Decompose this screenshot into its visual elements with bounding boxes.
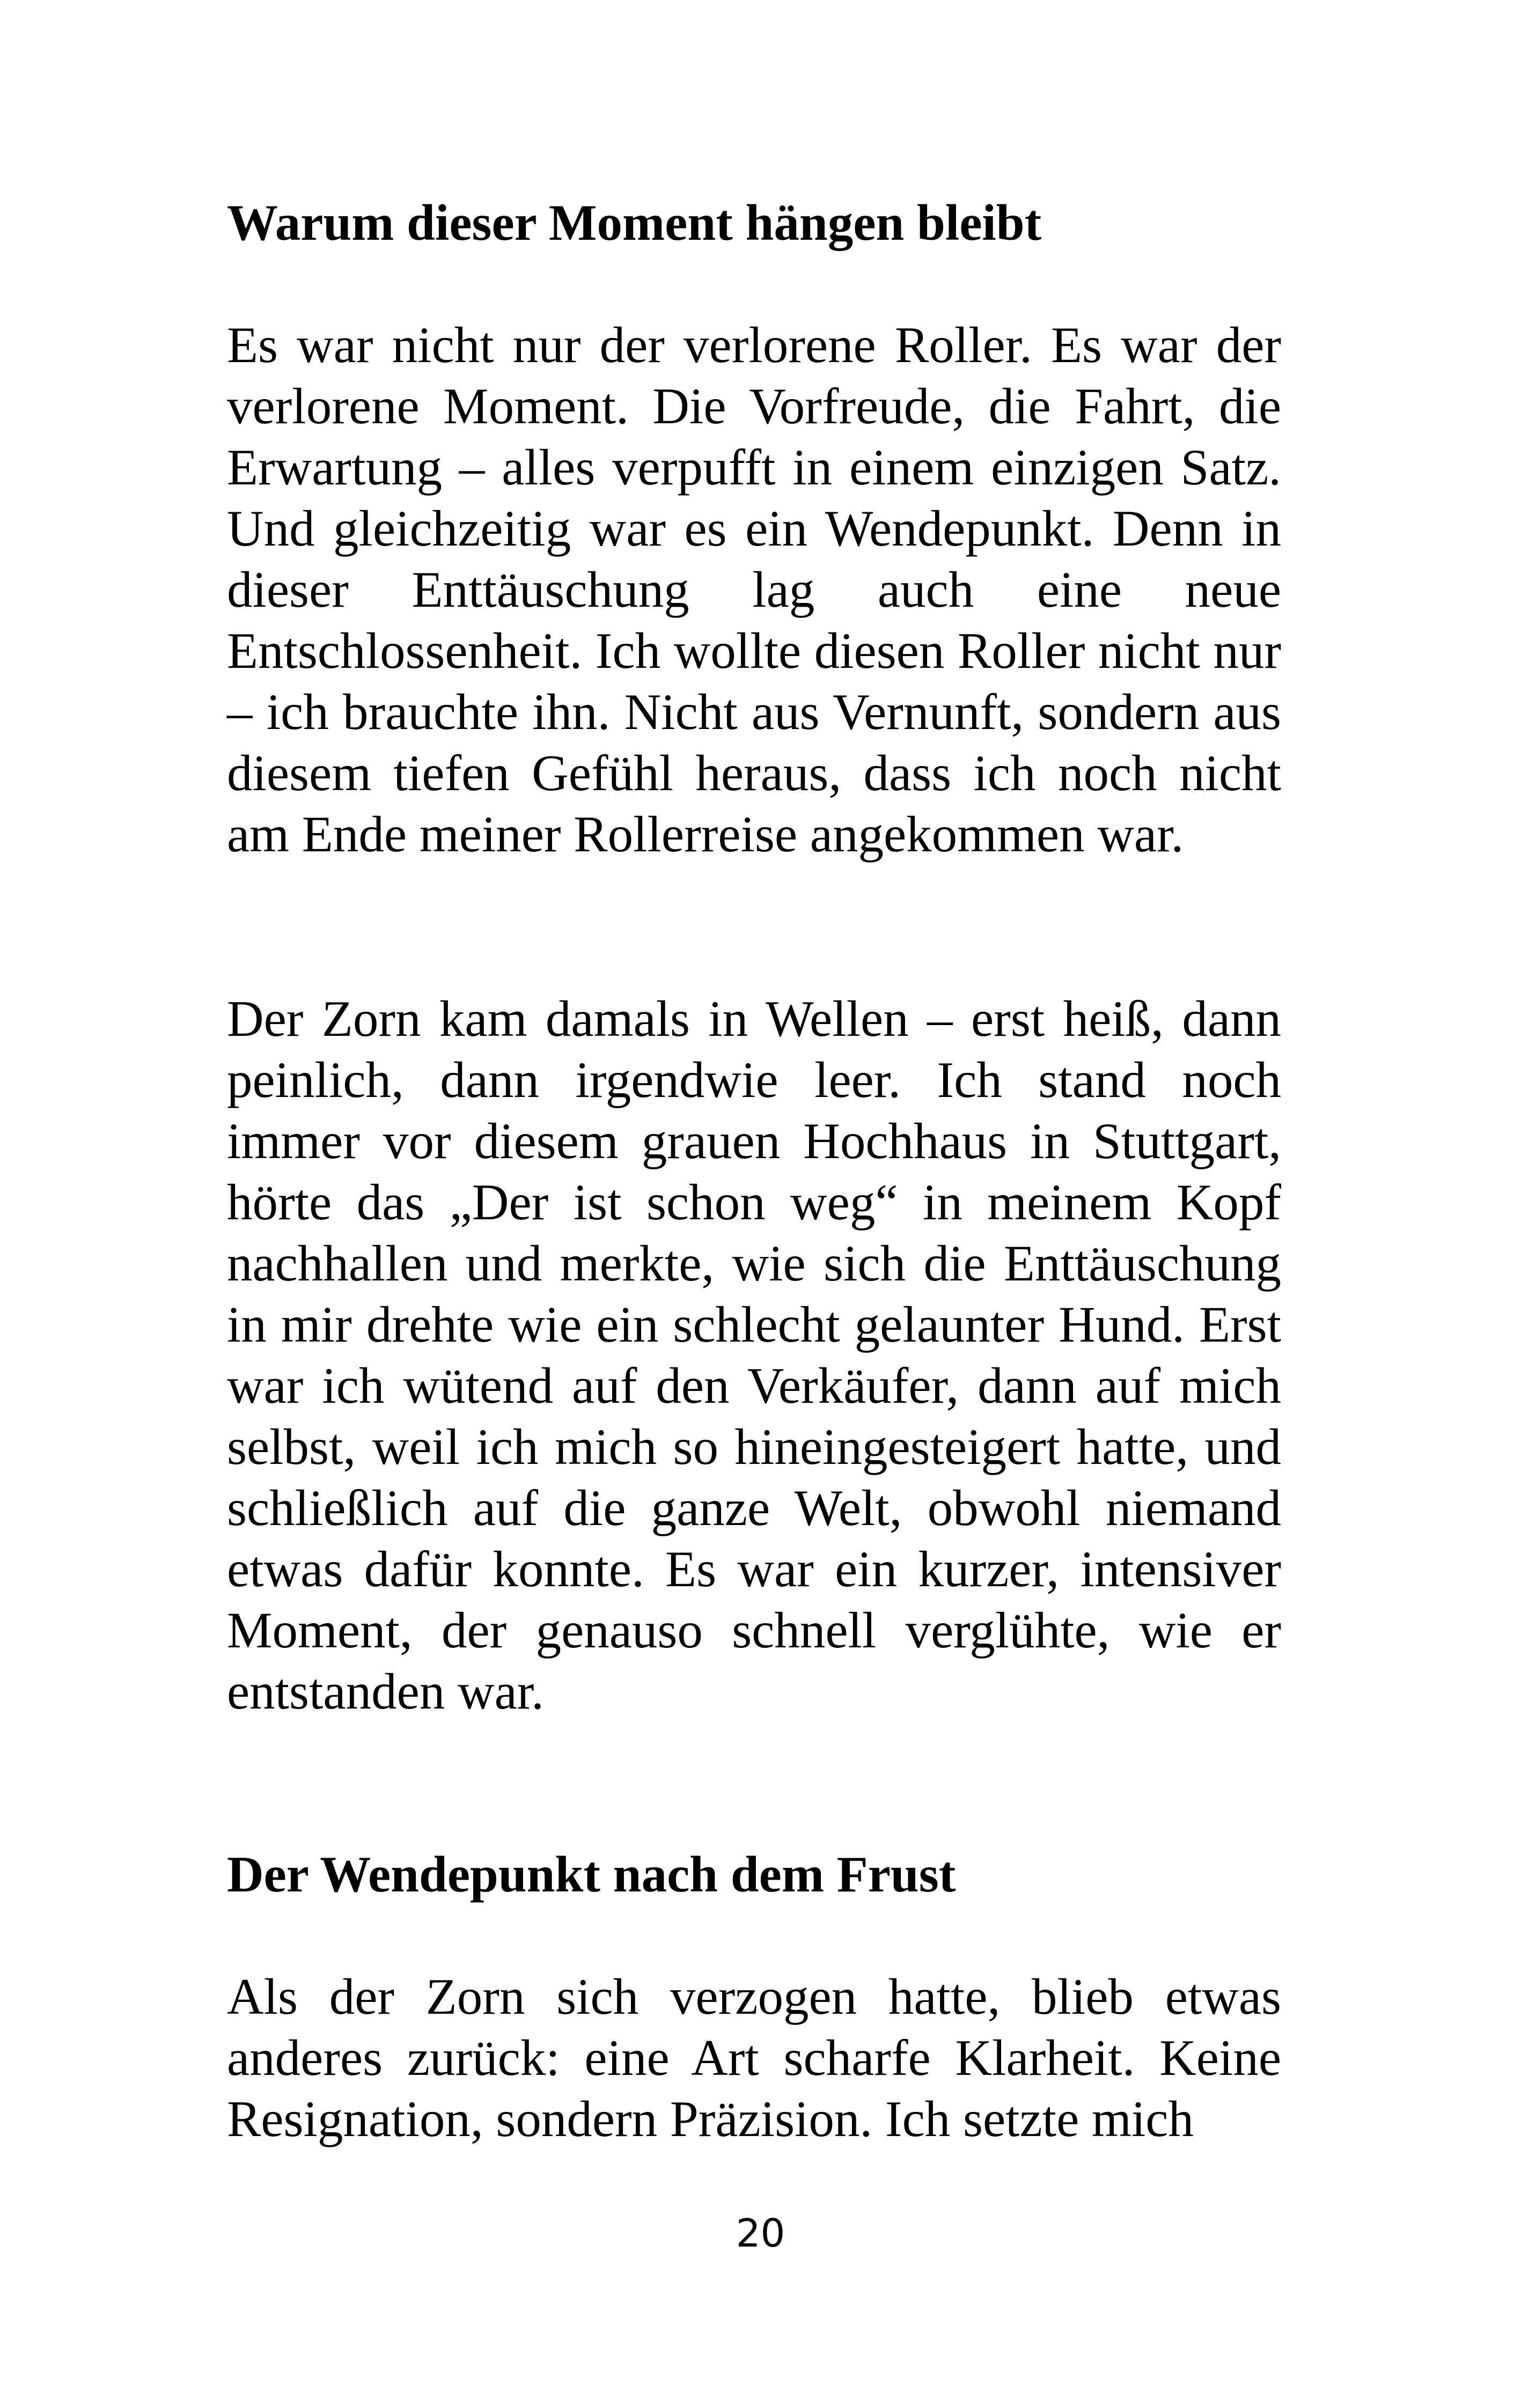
body-paragraph: Als der Zorn sich verzogen hatte, blieb etwas anderes zurück: eine Art scharfe Klarheit. Keine Resignation, sondern Präzision. Ich setzte mich [227, 1968, 1281, 2147]
section-heading: Warum dieser Moment hängen bleibt [227, 194, 1042, 251]
body-paragraph: Der Zorn kam damals in Wellen – erst heiß, dann peinlich, dann irgendwie leer. Ich stand noch immer vor diesem grauen Hochhaus in Stuttgart, hörte das „Der ist schon weg“ in meinem Kopf nachhallen und merkte, wie sich die Enttäuschung in mir drehte wie ein schlecht gelaunter Hund. Erst war ich wütend auf den Verkäufer, dann auf mich selbst, weil ich mich so hineingesteigert hatte, und schließlich auf die ganze Welt, obwohl niemand etwas dafür konnte. Es war ein kurzer, intensiver Moment, der genauso schnell verglühte, wie er entstanden war. [227, 990, 1281, 1720]
page-number: 20 [736, 2211, 785, 2256]
section-heading: Der Wendepunkt nach dem Frust [227, 1846, 956, 1903]
body-paragraph: Es war nicht nur der verlorene Roller. Es war der verlorene Moment. Die Vorfreude, die Fahrt, die Erwartung – alles verpufft in einem einzigen Satz. Und gleichzeitig war es ein Wendepunkt. Denn in dieser Enttäuschung lag auch eine neue Entschlossenheit. Ich wollte diesen Roller nicht nur – ich brauchte ihn. Nicht aus Vernunft, sondern aus diesem tiefen Gefühl heraus, dass ich noch nicht am Ende meiner Rollerreise angekommen war. [227, 316, 1281, 863]
